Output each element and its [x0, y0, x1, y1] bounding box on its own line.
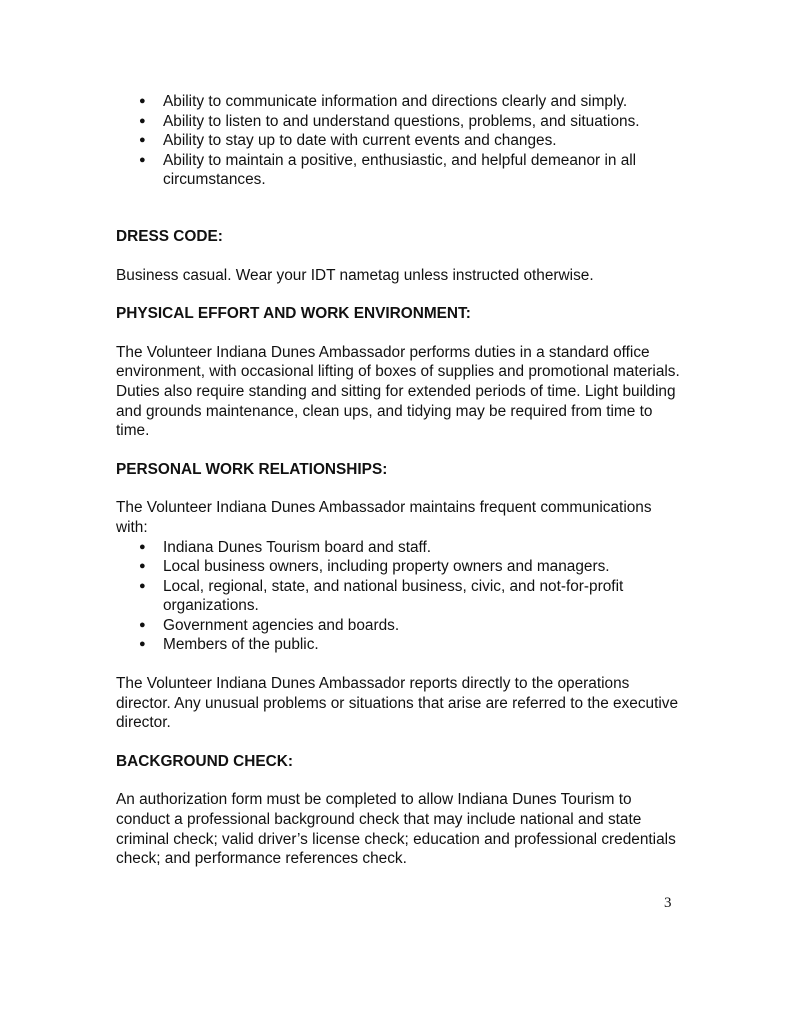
- list-item: ● Ability to listen to and understand questions, problems, and situations.: [116, 112, 686, 132]
- list-item: ● Local, regional, state, and national business, civic, and not-for-profit organizations.: [116, 577, 686, 616]
- dress-code-heading: DRESS CODE:: [116, 227, 223, 245]
- list-item: ● Local business owners, including property owners and managers.: [116, 557, 686, 577]
- background-check-heading: BACKGROUND CHECK:: [116, 752, 293, 770]
- list-item: ● Members of the public.: [116, 635, 686, 655]
- list-item: ● Ability to maintain a positive, enthusiastic, and helpful demeanor in all circumstances.: [116, 151, 686, 190]
- page-content: [116, 92, 686, 869]
- relationships-heading: PERSONAL WORK RELATIONSHIPS:: [116, 460, 388, 478]
- physical-effort-text: The Volunteer Indiana Dunes Ambassador performs duties in a standard office environment, with occasional lifting of boxes of supplies and promotional materials. Duties also require standing and sitting for extended periods of time. Light building and grounds maintenance, clean ups, and tidying may be required from time to time.: [116, 343, 680, 440]
- list-item: ● Indiana Dunes Tourism board and staff.: [116, 538, 686, 558]
- list-item: ● Government agencies and boards.: [116, 616, 686, 636]
- list-item: ● Ability to stay up to date with current events and changes.: [116, 131, 686, 151]
- list-item: ● Ability to communicate information and directions clearly and simply.: [116, 92, 686, 112]
- page-number: 3: [664, 895, 672, 911]
- dress-code-text: Business casual. Wear your IDT nametag unless instructed otherwise.: [116, 266, 594, 284]
- physical-effort-heading: PHYSICAL EFFORT AND WORK ENVIRONMENT:: [116, 305, 471, 323]
- relationships-list: [116, 538, 686, 656]
- abilities-list: [116, 92, 686, 190]
- background-check-text: An authorization form must be completed to allow Indiana Dunes Tourism to conduct a professional background check that may include national and state criminal check; valid driver’s license check; education and professional credentials check; and performance references check.: [116, 791, 676, 868]
- relationships-intro: The Volunteer Indiana Dunes Ambassador maintains frequent communications with:: [116, 499, 652, 536]
- relationships-reports-text: The Volunteer Indiana Dunes Ambassador reports directly to the operations director. Any unusual problems or situations that arise are referred to the executive director.: [116, 675, 679, 732]
